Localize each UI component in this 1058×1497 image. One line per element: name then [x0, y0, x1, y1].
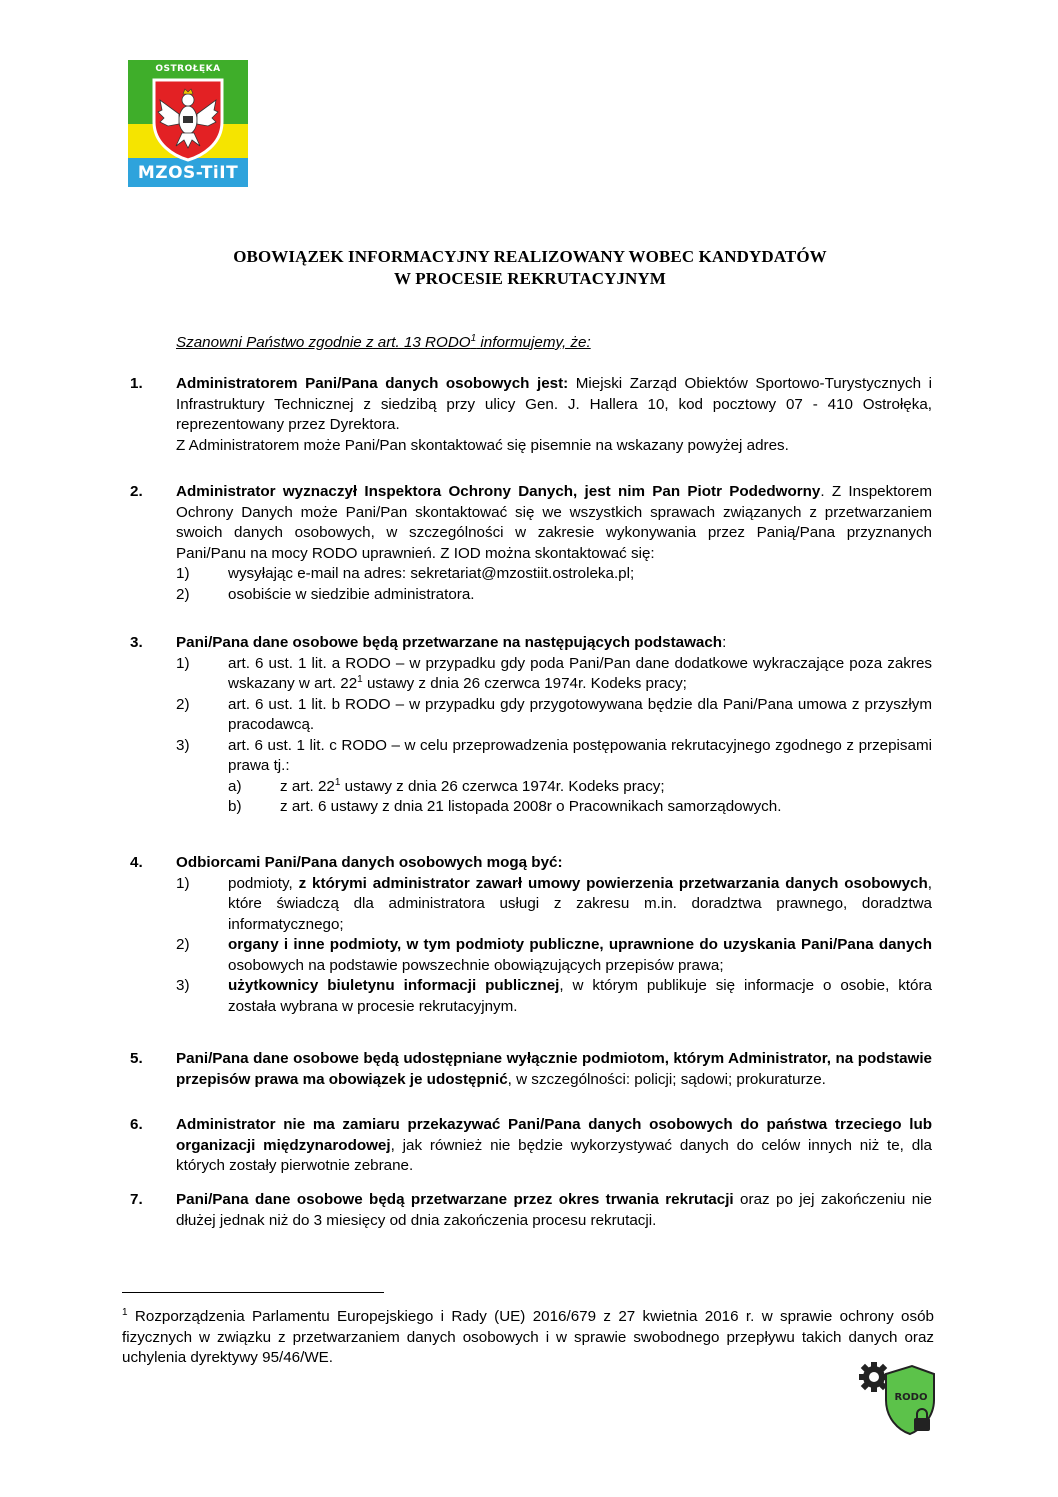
list-item-text: art. 6 ust. 1 lit. c RODO – w celu przeprowadzenia postępowania rekrutacyjnego zgodnego z przepisami prawa tj.: — [228, 736, 932, 774]
footnote-ref: 1 — [470, 332, 477, 344]
section-body — [176, 853, 932, 1017]
list-item-number: 2) — [176, 936, 190, 953]
list-item — [176, 564, 932, 585]
list-item — [176, 935, 932, 976]
section-number: 1. — [130, 375, 143, 392]
section-text: : — [722, 634, 727, 651]
sub-list-item-letter: b) — [228, 798, 242, 815]
list-item — [176, 874, 932, 936]
section-number: 6. — [130, 1116, 143, 1133]
list-item-text: art. 6 ust. 1 lit. a RODO – w przypadku gdy poda Pani/Pan dane dodatkowe wykraczające poza zakres wskazany w art. 22 — [228, 654, 932, 692]
sub-list-item-letter: a) — [228, 777, 242, 795]
footnote-text: Rozporządzenia Parlamentu Europejskiego i Rady (UE) 2016/679 z 27 kwietnia 2016 r. w sprawie ochrony osób fizycznych w związku z przetwarzaniem danych osobowych i w sprawie swobodnego przepływu takich danych oraz uchylenia dyrektywy 95/46/WE. — [122, 1308, 934, 1366]
rodo-label: RODO — [894, 1392, 928, 1403]
section-lead: Pani/Pana dane osobowe będą przetwarzane przez okres trwania rekrutacji — [176, 1191, 734, 1208]
rodo-shield-icon — [858, 1360, 938, 1438]
list-item-text-end: , które świadczą dla administratora usługi z zakresu m.in. doradztwa prawnego, doradztwa informatycznego; — [228, 874, 932, 933]
list-item-text-end: , w którym publikuje się informacje o osobie, która została wybrana w procesie rekrutacyjnym. — [228, 977, 932, 1015]
list-item-text: osobiście w siedzibie administratora. — [228, 585, 475, 603]
section-text: , w szczególności: policji; sądowi; prokuraturze. — [507, 1070, 826, 1088]
list-item — [176, 695, 932, 736]
section-number: 4. — [130, 854, 143, 871]
section-lead: Pani/Pana dane osobowe będą przetwarzane na następujących podstawach — [176, 634, 723, 651]
intro-text-end: informujemy, że: — [476, 334, 591, 351]
logo-brand-text: MZOS-TiIT — [137, 163, 239, 183]
list-item-text: art. 6 ust. 1 lit. b RODO – w przypadku gdy przygotowywana będzie dla Pani/Pana umowa z przyszłym pracodawcą. — [228, 695, 932, 733]
section-number: 7. — [130, 1191, 143, 1208]
document-title — [130, 246, 930, 290]
list-item-number: 3) — [176, 977, 190, 994]
gear-icon — [859, 1362, 889, 1392]
list-item-text: podmioty, — [228, 874, 299, 892]
title-line-1: OBOWIĄZEK INFORMACYJNY REALIZOWANY WOBEC KANDYDATÓW — [233, 247, 827, 266]
article-superscript: 1 — [334, 776, 341, 788]
section-number: 2. — [130, 483, 143, 500]
list-item-number: 2) — [176, 695, 190, 713]
list-item-bold: z którymi administrator zawarł umowy powierzenia przetwarzania danych osobowych — [298, 874, 928, 892]
section-extra: Z Administratorem może Pani/Pan skontaktować się pisemnie na wskazany powyżej adres. — [176, 436, 789, 454]
footnote — [122, 1307, 934, 1369]
intro-line — [176, 334, 591, 351]
mzos-logo — [128, 60, 248, 187]
section-text: Miejski Zarząd Obiektów Sportowo-Turystycznych i Infrastruktury Technicznej z siedzibą przy ulicy Gen. J. Hallera 10, kod pocztowy 07 - 410 Ostrołęka, reprezentowany przez Dyrektora. — [176, 375, 932, 433]
logo-city-text: OSTROŁĘKA — [155, 64, 221, 74]
footnote-separator — [122, 1292, 384, 1293]
list-item — [176, 736, 932, 777]
list-item-number: 1) — [176, 565, 190, 582]
section-body — [176, 1049, 932, 1090]
section-body — [176, 482, 932, 605]
sub-list-item — [176, 777, 932, 798]
sub-list-item-text: z art. 6 ustawy z dnia 21 listopada 2008r o Pracownikach samorządowych. — [280, 798, 782, 815]
section-number: 3. — [130, 634, 143, 651]
section-body — [176, 1115, 932, 1177]
list-item-text-end: ustawy z dnia 26 czerwca 1974r. Kodeks pracy; — [362, 675, 687, 692]
list-item-bold: organy i inne podmioty, w tym podmioty publiczne, uprawnione do uzyskania Pani/Pana danych — [228, 936, 932, 953]
article-superscript: 1 — [357, 673, 363, 685]
list-item-number: 1) — [176, 874, 190, 892]
list-item — [176, 654, 932, 695]
sub-list-item — [176, 797, 932, 818]
list-item — [176, 585, 932, 606]
sub-list-item-text-end: ustawy z dnia 26 czerwca 1974r. Kodeks pracy; — [340, 777, 665, 795]
title-line-2: W PROCESIE REKRUTACYJNYM — [394, 269, 666, 288]
section-text: . Z Inspektorem Ochrony Danych może Pani/Pan skontaktować się we wszystkich sprawach związanych z przetwarzaniem swoich danych osobowych, w szczególności w zakresie wykonywania przez Panią/Pana przyznanych Pani/Panu na mocy RODO uprawnień. Z IOD można skontaktować się: — [176, 483, 932, 562]
section-lead: Administrator nie ma zamiaru przekazywać Pani/Pana danych osobowych do państwa trzeciego lub organizacji międzynarodowej — [176, 1116, 932, 1154]
list-item-number: 1) — [176, 654, 190, 672]
list-item-text: wysyłając e-mail na adres: sekretariat@mzostiit.ostroleka.pl; — [228, 565, 635, 582]
coat-of-arms-icon — [150, 76, 226, 162]
section-body — [176, 374, 932, 456]
list-item-number: 2) — [176, 585, 190, 603]
section-lead: Pani/Pana dane osobowe będą udostępniane wyłącznie podmiotom, którym Administrator, na podstawie przepisów prawa ma obowiązek je udostępnić — [176, 1050, 932, 1088]
list-item — [176, 976, 932, 1017]
list-item-bold: użytkownicy biuletynu informacji publicznej — [228, 977, 560, 994]
section-text: oraz po jej zakończeniu nie dłużej jednak niż do 3 miesięcy od dnia zakończenia procesu rekrutacji. — [176, 1191, 932, 1229]
section-body — [176, 633, 932, 818]
section-text: , jak również nie będzie wykorzystywać danych do celów innych niż te, dla których zostały pierwotnie zebrane. — [176, 1136, 932, 1174]
section-lead: Odbiorcami Pani/Pana danych osobowych mogą być: — [176, 854, 563, 871]
sub-list-item-text: z art. 22 — [280, 777, 335, 795]
section-lead: Administrator wyznaczył Inspektora Ochrony Danych, jest nim Pan Piotr Podedworny — [176, 483, 821, 500]
list-item-text-end: osobowych na podstawie powszechnie obowiązujących przepisów prawa; — [228, 956, 724, 974]
intro-text: Szanowni Państwo zgodnie z art. 13 RODO — [176, 334, 471, 351]
list-item-number: 3) — [176, 736, 190, 754]
section-lead: Administratorem Pani/Pana danych osobowych jest: — [176, 375, 569, 392]
section-body — [176, 1190, 932, 1231]
footnote-number: 1 — [122, 1306, 128, 1318]
section-number: 5. — [130, 1050, 143, 1067]
